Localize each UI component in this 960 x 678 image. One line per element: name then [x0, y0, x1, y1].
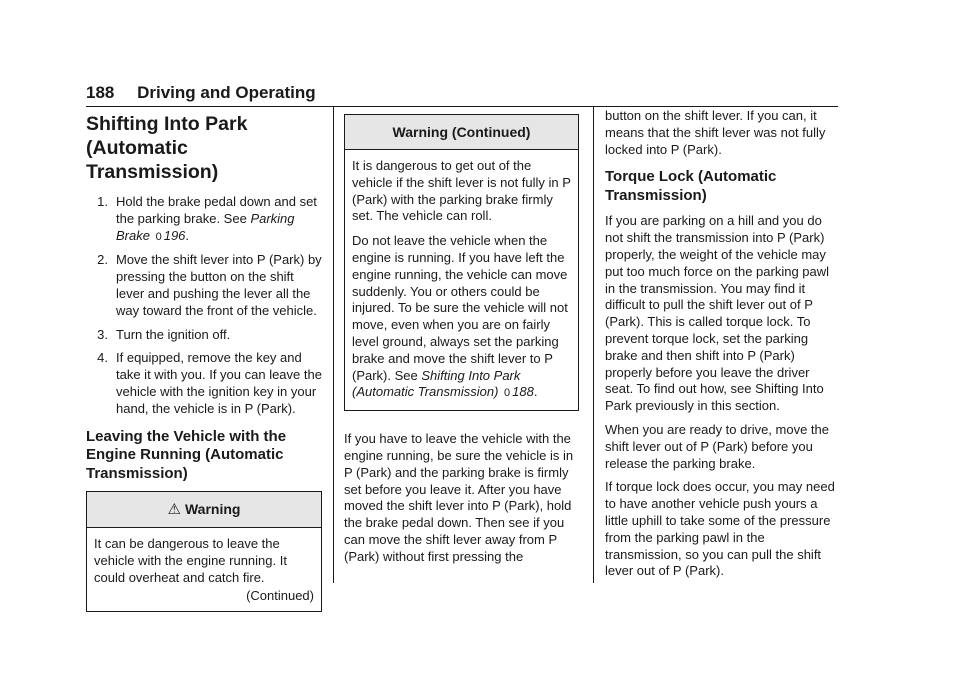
warning-paragraph: [352, 233, 571, 402]
step-tail: .: [185, 227, 190, 243]
column-3: [605, 108, 840, 587]
continued-label: (Continued): [246, 588, 314, 604]
warning-icon: ⚠: [167, 501, 181, 519]
reference-arrow-icon: 0: [155, 230, 162, 243]
section-heading: [86, 112, 322, 184]
body-paragraph: When you are ready to drive, move the shift lever out of P (Park) before you release the parking brake.: [605, 421, 830, 471]
step-text: If equipped, remove the key and take it with you. If you can leave the vehicle with the ignition key in your hand, the vehicle is in P (Park).: [116, 350, 322, 416]
warning-box-body: [87, 528, 321, 611]
cross-reference-link[interactable]: Shifting Into Park (Automatic Transmission): [352, 367, 521, 400]
subheading: Torque Lock (Automatic Transmission): [605, 168, 777, 204]
reference-page[interactable]: 188: [512, 384, 534, 400]
body-paragraph: button on the shift lever. If you can, it means that the shift lever was not fully locked into P (Park).: [605, 108, 826, 157]
step-text: Turn the ignition off.: [116, 326, 231, 342]
warning-box: [86, 491, 322, 612]
list-item: [86, 327, 322, 344]
warning-box-continued: [344, 114, 579, 411]
heading-line-1: Shifting Into Park: [86, 113, 248, 135]
warning-box-body: [345, 150, 578, 410]
step-number: 4.: [97, 350, 108, 366]
list-item: [86, 252, 322, 319]
body-paragraph: If you are parking on a hill and you do not shift the transmission into P (Park) properly, the weight of the vehicle may put too much force on the parking pawl in the transmission. You may find it difficult to pull the shift lever out of P (Park). This is called torque lock. To prevent torque lock, set the parking brake and then shift into P (Park) properly before you leave the driver seat. To find out how, see Shifting Into Park previously in this section.: [605, 213, 830, 414]
page-header: [86, 80, 838, 107]
step-number: 1.: [97, 194, 108, 209]
warning-title-text: Warning: [184, 501, 241, 518]
cross-reference-link[interactable]: Parking Brake: [116, 210, 295, 243]
warning-paragraph: It is dangerous to get out of the vehicle if the shift lever is not fully in P (Park) with the parking brake firmly set. The vehicle can roll.: [352, 158, 571, 224]
heading-line-2: (Automatic Transmission): [86, 137, 219, 183]
column-divider-left: [333, 107, 334, 583]
warning-box-title: [87, 492, 321, 528]
subheading: Leaving the Vehicle with the Engine Running (Automatic Transmission): [86, 427, 287, 482]
reference-arrow-icon: 0: [504, 387, 511, 400]
step-text: Hold the brake pedal down and set the parking brake. See: [116, 194, 317, 226]
page-number: 188: [86, 83, 115, 102]
body-paragraph: If you have to leave the vehicle with the engine running, be sure the vehicle is in P (Park) and the parking brake is firmly set before you leave it. After you have moved the shift lever into P (Park), hold the brake pedal down. Then see if you can move the shift lever away from P (Park) without first pressing the: [344, 431, 574, 564]
list-item: [86, 350, 322, 417]
step-text: Move the shift lever into P (Park) by pressing the button on the shift lever and pushing the lever all the way toward the front of the vehicle.: [116, 252, 322, 318]
section-title: Driving and Operating: [137, 83, 316, 102]
body-paragraph: If torque lock does occur, you may need to have another vehicle push yours a little uphill to take some of the pressure from the parking pawl in the transmission, so you can pull the shift lever out of P (Park).: [605, 479, 835, 579]
warning-text: It can be dangerous to leave the vehicle with the engine running. It could overheat and catch fire.: [94, 536, 287, 585]
step-number: 3.: [97, 326, 108, 342]
reference-page[interactable]: 196: [163, 227, 186, 243]
warning-box-title: Warning (Continued): [345, 115, 578, 150]
column-1: [86, 112, 322, 612]
warning-paragraph-text: Do not leave the vehicle when the engine is running. If you have left the engine running, the vehicle can move suddenly. You or others could be injured. To be sure the vehicle will not move, even when you are on fairly level ground, always set the parking brake and move the shift lever to P (Park). See: [352, 233, 568, 383]
column-2: [344, 112, 579, 573]
step-number: 2.: [97, 252, 108, 268]
list-item: [86, 194, 322, 245]
paragraph-tail: .: [533, 384, 538, 400]
step-list: [86, 194, 322, 418]
column-divider-right: [593, 107, 594, 583]
